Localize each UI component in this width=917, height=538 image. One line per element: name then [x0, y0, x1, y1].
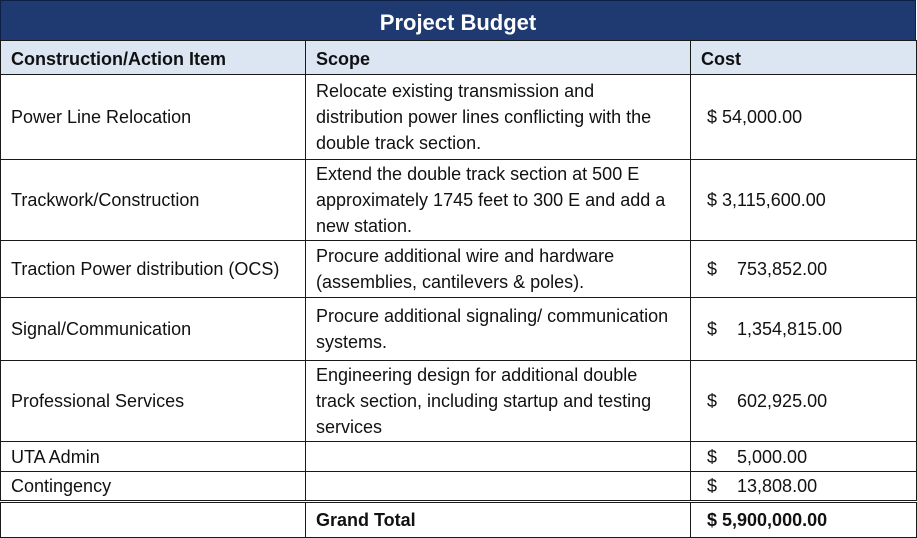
row-scope: Relocate existing transmission and distribution power lines conflicting with the double track section.	[306, 75, 691, 160]
total-item	[1, 502, 306, 538]
header-row	[1, 41, 917, 75]
row-scope	[306, 442, 691, 472]
table-row	[1, 160, 917, 241]
row-item: Traction Power distribution (OCS)	[1, 241, 306, 298]
row-item: UTA Admin	[1, 442, 306, 472]
row-cost: $ 13,808.00	[691, 472, 917, 502]
row-cost: $ 602,925.00	[691, 361, 917, 442]
row-item: Contingency	[1, 472, 306, 502]
row-scope: Engineering design for additional double track section, including startup and testing services	[306, 361, 691, 442]
table-row	[1, 75, 917, 160]
table-row	[1, 241, 917, 298]
grand-total-label: Grand Total	[306, 502, 691, 538]
row-item: Signal/Communication	[1, 298, 306, 361]
row-scope	[306, 472, 691, 502]
row-scope: Procure additional signaling/ communication systems.	[306, 298, 691, 361]
row-item: Professional Services	[1, 361, 306, 442]
table-row	[1, 442, 917, 472]
header-scope: Scope	[306, 41, 691, 75]
header-cost: Cost	[691, 41, 917, 75]
row-cost: $ 5,000.00	[691, 442, 917, 472]
row-scope: Procure additional wire and hardware (assemblies, cantilevers & poles).	[306, 241, 691, 298]
row-item: Trackwork/Construction	[1, 160, 306, 241]
table-title: Project Budget	[0, 0, 916, 41]
row-cost: $ 753,852.00	[691, 241, 917, 298]
grand-total-row	[1, 502, 917, 538]
table-row	[1, 361, 917, 442]
header-item: Construction/Action Item	[1, 41, 306, 75]
row-item: Power Line Relocation	[1, 75, 306, 160]
grand-total-cost: $ 5,900,000.00	[691, 502, 917, 538]
row-scope: Extend the double track section at 500 E approximately 1745 feet to 300 E and add a new station.	[306, 160, 691, 241]
row-cost: $ 54,000.00	[691, 75, 917, 160]
table-row	[1, 472, 917, 502]
budget-table	[0, 40, 917, 538]
table-row	[1, 298, 917, 361]
row-cost: $ 3,115,600.00	[691, 160, 917, 241]
row-cost: $ 1,354,815.00	[691, 298, 917, 361]
